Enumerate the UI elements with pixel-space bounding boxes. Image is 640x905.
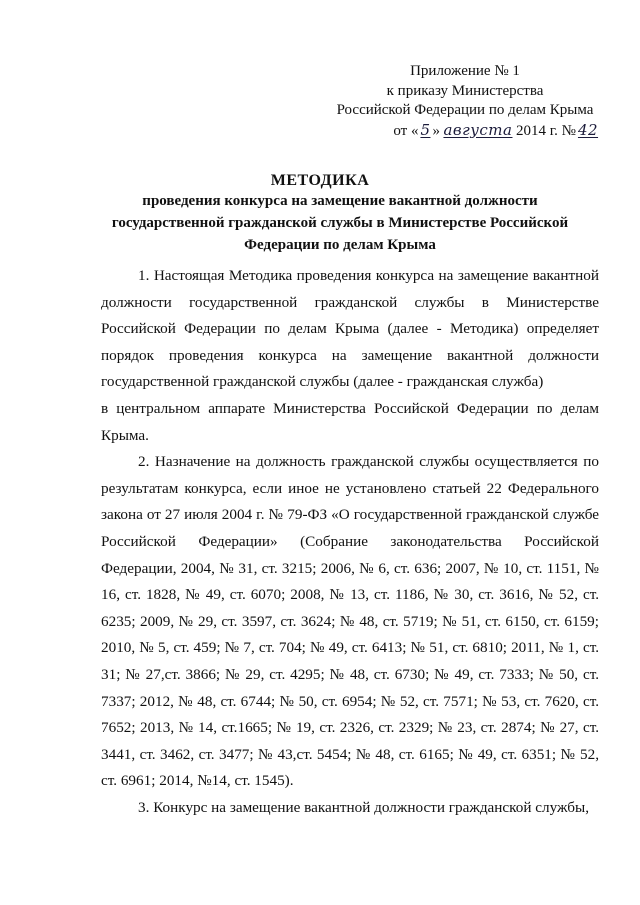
paragraph-3-text: 3. Конкурс на замещение вакантной должности гражданской службы,: [138, 798, 590, 816]
handwritten-day: 5: [420, 120, 431, 139]
handwritten-number: 42: [577, 120, 599, 139]
paragraph-1-text: 1. Настоящая Методика проведения конкурса на замещение вакантной должности государственной гражданской службы в Министерстве Российской Федерации по делам Крыма (далее - Методика) определяет порядок проведения конкурса на замещение вакантной должности государственной гражданской службы (далее - гражданская служба): [101, 267, 599, 391]
appendix-date-line: [330, 121, 600, 142]
date-mid: »: [432, 122, 440, 139]
document-subtitle: проведения конкурса на замещение вакантной должности государственной гражданской службы в Министерстве Российской Федерации по делам Крыма: [111, 193, 569, 253]
paragraph-1-continuation: [101, 396, 599, 449]
paragraph-1: [101, 263, 599, 396]
date-prefix: от «: [393, 122, 419, 139]
paragraph-2: [101, 449, 599, 795]
appendix-title: Приложение № 1: [410, 63, 520, 79]
appendix-block: [330, 62, 600, 141]
handwritten-month: августа: [443, 120, 513, 139]
date-year: 2014 г. №: [515, 122, 576, 139]
appendix-order-ref: к приказу Министерства: [386, 82, 544, 99]
appendix-ministry: Российской Федерации по делам Крыма: [336, 102, 594, 118]
paragraph-3: [101, 795, 599, 822]
document-title: МЕТОДИКА: [270, 172, 370, 189]
paragraph-1-continuation-text: в центральном аппарате Министерства Российской Федерации по делам Крыма.: [101, 399, 599, 444]
document-body: [101, 263, 599, 821]
paragraph-2-text: 2. Назначение на должность гражданской службы осуществляется по результатам конкурса, если иное не установлено статьей 22 Федерального закона от 27 июля 2004 г. № 79-ФЗ «О государственной гражданской службе Российской Федерации» (Собрание законодательства Российской Федерации, 2004, № 31, ст. 3215; 2006, № 6, ст. 636; 2007, № 10, ст. 1151, № 16, ст. 1828, № 49, ст. 6070; 2008, № 13, ст. 1186, № 30, ст. 3616, № 52, ст. 6235; 2009, № 29, ст. 3597, ст. 3624; № 48, ст. 5719; № 51, ст. 6150, ст. 6159; 2010, № 5, ст. 459; № 7, ст. 704; № 49, ст. 6413; № 51, ст. 6810; 2011, № 1, ст. 31; № 27,ст. 3866; № 29, ст. 4295; № 48, ст. 6730; № 49, ст. 7333; № 50, ст. 7337; 2012, № 48, ст. 6744; № 50, ст. 6954; № 52, ст. 7571; № 53, ст. 7620, ст. 7652; 2013, № 14, ст.1665; № 19, ст. 2326, ст. 2329; № 23, ст. 2874; № 27, ст. 3441, ст. 3462, ст. 3477; № 43,ст. 5454; № 48, ст. 6165; № 49, ст. 6351; № 52, ст. 6961; 2014, №14, ст. 1545).: [101, 453, 599, 790]
